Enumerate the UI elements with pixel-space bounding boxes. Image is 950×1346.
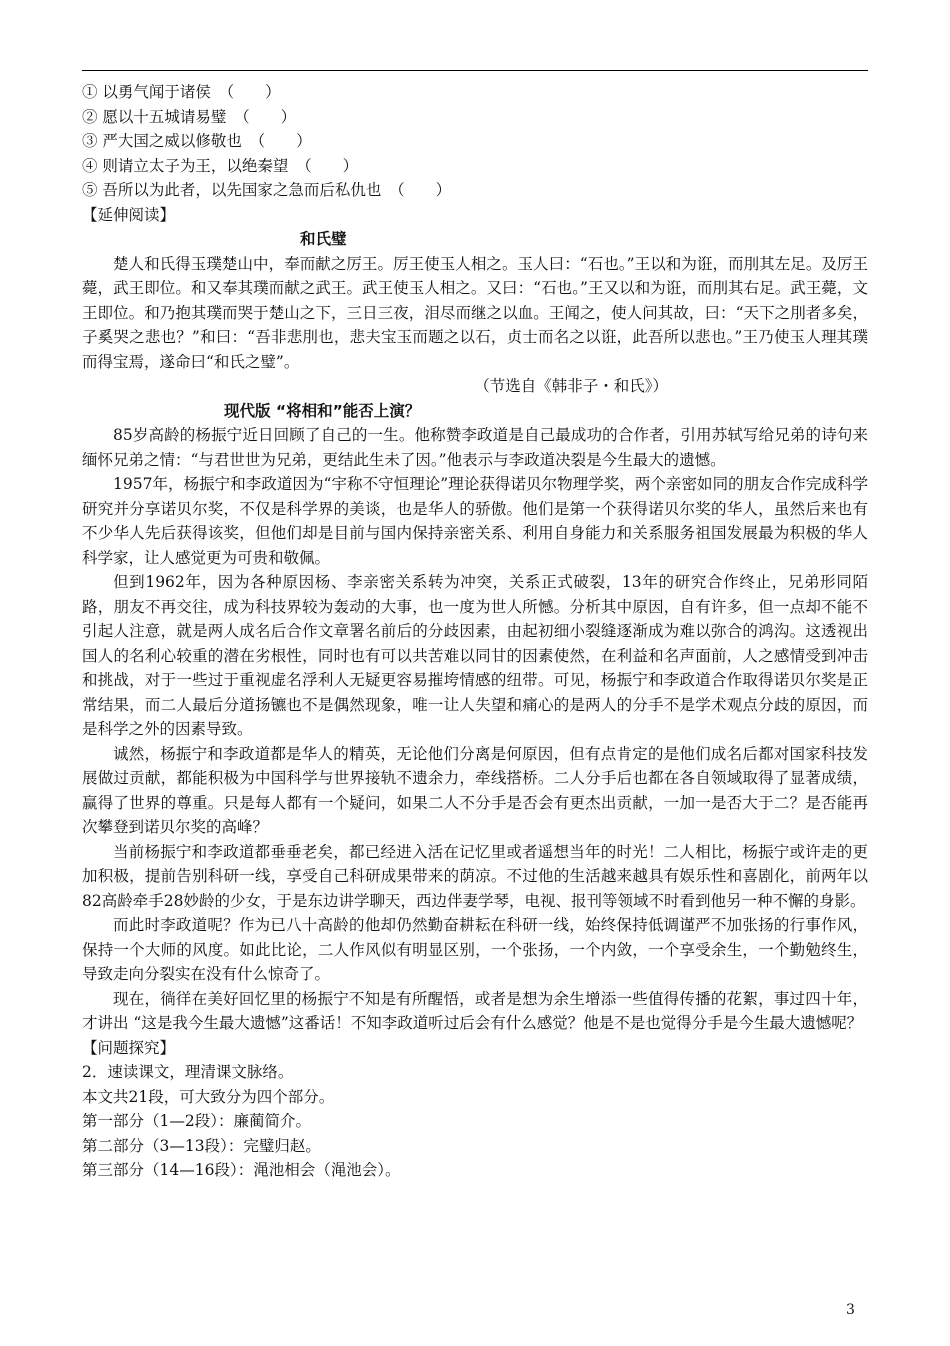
exercise-item-5: ⑤ 吾所以为此者，以先国家之急而后私仇也 （ ） [82, 181, 452, 199]
exercise-item-3: ③ 严大国之威以修敬也 （ ） [82, 132, 312, 150]
question-prompt: 2．速读课文，理清课文脉络。 [82, 1063, 294, 1081]
document-body [82, 80, 868, 1183]
page-number: 3 [846, 1302, 855, 1318]
header-rule [82, 70, 868, 71]
exercise-item-4: ④ 则请立太子为王，以绝秦望 （ ） [82, 156, 359, 175]
modern-paragraph-5: 当前杨振宁和李政道都垂垂老矣，都已经进入活在记忆里或者遥想当年的时光！二人相比，杨振宁或许走的更加积极，提前告别科研一线，享受自己科研成果带来的荫凉。不过他的生活越来越具有娱乐性和喜剧化，前两年以82高龄牵手28妙龄的少女，于是东边讲学聊天，西边伴妻学琴，电视、报刊等领域不时看到他另一种不懈的身影。 [82, 842, 868, 910]
exercise-item-2: ② 愿以十五城请易璧 （ ） [82, 107, 297, 126]
modern-paragraph-6: 而此时李政道呢？作为已八十高龄的他却仍然勤奋耕耘在科研一线，始终保持低调谨严不加张扬的行事作风，保持一个大师的风度。如此比论，二人作风似有明显区别，一个张扬，一个内敛，一个享受余生，一个勤勉终生，导致走向分裂实在没有什么惊奇了。 [82, 916, 868, 983]
heshibi-source: （节选自《韩非子・和氏》） [474, 377, 668, 395]
modern-paragraph-1: 85岁高龄的杨振宁近日回顾了自己的一生。他称赞李政道是自己最成功的合作者，引用苏轼写给兄弟的诗句来缅怀兄弟之情：“与君世世为兄弟，更结此生未了因。”他表示与李政道决裂是今生最大的遗憾。 [82, 426, 868, 469]
question-line-1: 本文共21段，可大致分为四个部分。 [82, 1087, 335, 1106]
modern-paragraph-7: 现在，徜徉在美好回忆里的杨振宁不知是有所醒悟，或者是想为余生增添一些值得传播的花絮，事过四十年，才讲出 “这是我今生最大遗憾”这番话！不知李政道听过后会有什么感觉？他是不是也觉得分手是今生最大遗憾呢？ [82, 989, 868, 1032]
section-problem-inquiry: 【问题探究】 [82, 1038, 176, 1057]
question-line-2: 第一部分（1—2段）：廉蔺简介。 [82, 1112, 311, 1130]
exercise-item-1: ① 以勇气闻于诸侯 （ ） [82, 83, 281, 101]
modern-paragraph-4: 诚然，杨振宁和李政道都是华人的精英，无论他们分离是何原因，但有点肯定的是他们成名后都对国家科技发展做过贡献，都能积极为中国科学与世界接轨不遗余力，牵线搭桥。二人分手后也都在各自领域取得了显著成绩，赢得了世界的尊重。只是每人都有一个疑问，如果二人不分手是否会有更杰出贡献，一加一是否大于二？是否能再次攀登到诺贝尔奖的高峰？ [82, 744, 868, 836]
modern-paragraph-2: 1957年，杨振宁和李政道因为“宇称不守恒理论”理论获得诺贝尔物理学奖，两个亲密如同的朋友合作完成科学研究并分享诺贝尔奖，不仅是科学界的美谈，也是华人的骄傲。他们是第一个获得诺贝尔奖的华人，虽然后来也有不少华人先后获得该奖，但他们却是目前与国内保持亲密关系、利用自身能力和关系服务祖国发展最为积极的华人科学家，让人感觉更为可贵和敬佩。 [82, 475, 868, 567]
section-extension-reading: 【延伸阅读】 [82, 205, 176, 224]
heshibi-title: 和氏璧 [300, 230, 347, 248]
modern-paragraph-3: 但到1962年，因为各种原因杨、李亲密关系转为冲突，关系正式破裂，13年的研究合作终止，兄弟形同陌路，朋友不再交往，成为科技界较为轰动的大事，也一度为世人所憾。分析其中原因，自有许多，但一点却不能不引起人注意，就是两人成名后合作文章署名前后的分歧因素，由起初细小裂缝逐渐成为难以弥合的鸿沟。这透视出国人的名利心较重的潜在劣根性，同时也有可以共苦难以同甘的因素使然，在利益和名声面前，人之感情受到冲击和挑战，对于一些过于重视虚名浮利人无疑更容易摧垮情感的纽带。可见，杨振宁和李政道合作取得诺贝尔奖是正常结果，而二人最后分道扬镳也不是偶然现象，唯一让人失望和痛心的是两人的分手不是学术观点分歧的原因，而是科学之外的因素导致。 [82, 573, 868, 738]
question-line-4: 第三部分（14—16段）：渑池相会（渑池会）。 [82, 1161, 401, 1179]
heshibi-text: 楚人和氏得玉璞楚山中，奉而献之厉王。厉王使玉人相之。玉人曰：“石也。”王以和为诳，而刖其左足。及厉王薨，武王即位。和又奉其璞而献之武王。武王使玉人相之。又曰：“石也。”王又以和为诳，而刖其右足。武王薨，文王即位。和乃抱其璞而哭于楚山之下，三日三夜，泪尽而继之以血。王闻之，使人问其故，曰：“天下之刖者多矣，子奚哭之悲也？”和曰：“吾非悲刖也，悲夫宝玉而题之以石，贞士而名之以诳，此吾所以悲也。”王乃使玉人理其璞而得宝焉，遂命曰“和氏之璧”。 [82, 254, 868, 371]
modern-article-title: 现代版 “将相和”能否上演？ [224, 401, 421, 420]
question-line-3: 第二部分（3—13段）：完璧归赵。 [82, 1136, 321, 1155]
